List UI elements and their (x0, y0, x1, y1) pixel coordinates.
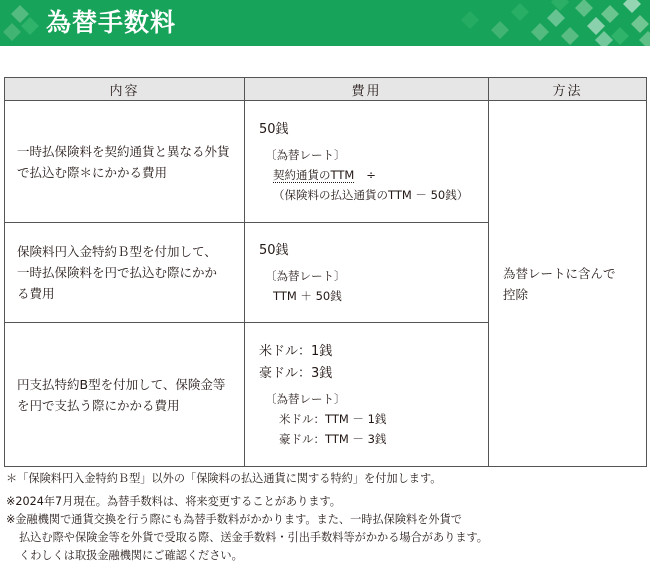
diamond-tile (547, 9, 565, 27)
header-content: 内容 (5, 78, 245, 101)
footnote-bank-fees-cont2: くわしくは取扱金融機関にご確認ください。 (19, 549, 243, 562)
diamond-tile (3, 23, 21, 41)
row2-fee (245, 223, 489, 323)
footnotes (6, 470, 646, 565)
diamond-tile (531, 23, 549, 41)
row1-formula-numerator-text: 契約通貨のTTM (273, 167, 355, 182)
row1-fee-amount: 50銭 (259, 121, 289, 137)
row2-content (5, 223, 245, 323)
row3-fee-usd: 米ドル：1銭 (259, 343, 333, 359)
diamond-tile (587, 17, 605, 35)
page-title: 為替手数料 (46, 8, 177, 37)
diamond-tile (561, 27, 579, 45)
footnote-bank-fees: ※金融機関で通貨交換を行う際にも為替手数料がかかります。また、一時払保険料を外貨で (6, 513, 462, 526)
row1-rate-label: 〔為替レート〕 (265, 147, 346, 162)
diamond-tile (575, 0, 593, 17)
header-method: 方法 (489, 78, 647, 101)
diamond-tile (611, 27, 629, 45)
row2-fee-amount: 50銭 (259, 242, 289, 258)
row1-content-line2: で払込む際＊にかかる費用 (17, 164, 168, 180)
diamond-tile (461, 11, 479, 29)
row3-fee (245, 323, 489, 467)
table-row (5, 101, 647, 223)
table-header-row (5, 78, 647, 101)
footnote-asterisk: ＊「保険料円入金特約Ｂ型」以外の「保険料の払込通貨に関する特約」を付加します。 (6, 472, 442, 485)
row3-content (5, 323, 245, 467)
diamond-tile (11, 5, 29, 23)
diamond-tile (631, 15, 649, 33)
fee-table (4, 77, 647, 467)
row2-content-line3: る費用 (17, 286, 55, 301)
diamond-tile (623, 0, 641, 13)
diamond-tile (21, 17, 39, 35)
row2-content-line1: 保険料円入金特約Ｂ型を付加して、 (17, 244, 217, 259)
row1-formula-denominator: （保険料の払込通貨のTTM － 50銭） (273, 187, 469, 202)
row3-content-line1: 円支払特約B型を付加して、保険金等 (17, 376, 226, 392)
row2-content-line2: 一時払保険料を円で払込む際にかか (17, 265, 218, 280)
row1-formula-divide: ÷ (366, 167, 376, 182)
row3-formula-aud: 豪ドル：TTM － 3銭 (279, 431, 387, 446)
method-cell (489, 101, 647, 467)
diamond-tile (601, 5, 619, 23)
header-fee: 費用 (245, 78, 489, 101)
method-line2: 控除 (503, 286, 529, 302)
footnote-date: ※2024年7月現在。為替手数料は、将来変更することがあります。 (6, 495, 341, 508)
row1-formula-numerator (259, 165, 482, 185)
row2-formula: TTM ＋ 50銭 (273, 288, 342, 303)
row2-rate-label: 〔為替レート〕 (265, 268, 346, 283)
method-line1: 為替レートに含んで (503, 265, 616, 281)
row3-formula-usd: 米ドル：TTM － 1銭 (279, 411, 387, 426)
row1-content (5, 101, 245, 223)
diamond-tile (551, 0, 569, 11)
diamond-tile (639, 31, 650, 46)
row3-content-line2: を円で支払う際にかかる費用 (17, 397, 180, 413)
row3-rate-label: 〔為替レート〕 (265, 391, 346, 406)
page-banner (0, 0, 650, 46)
row1-fee (245, 101, 489, 223)
row3-fee-aud: 豪ドル：3銭 (259, 365, 333, 381)
diamond-tile (491, 21, 509, 39)
footnote-bank-fees-cont1: 払込む際や保険金等を外貨で受取る際、送金手数料・引出手数料等がかかる場合があります。 (19, 531, 488, 544)
diamond-tile (511, 3, 529, 21)
row1-content-line1: 一時払保険料を契約通貨と異なる外貨 (17, 143, 230, 159)
